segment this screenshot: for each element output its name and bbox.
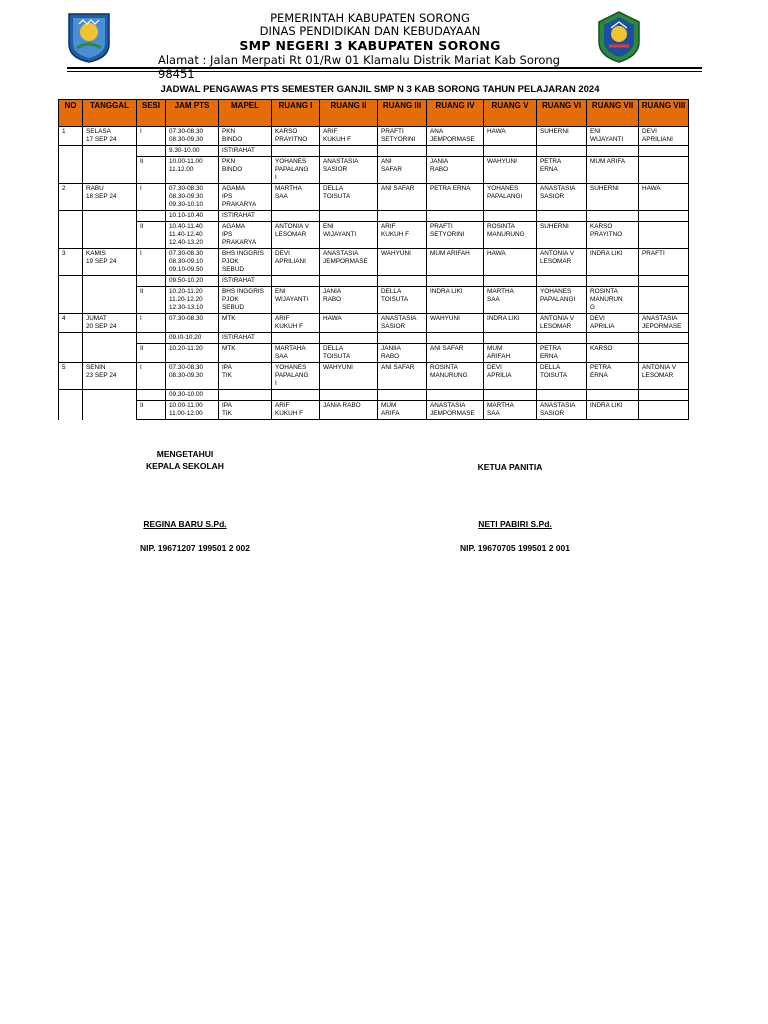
cell-ruang-7 — [587, 390, 639, 401]
cell-ruang-6: ANASTASIA SASIOR — [537, 401, 587, 420]
cell-jam: 09.30-10.00 — [166, 390, 219, 401]
cell-mapel: AGAMA IPS PRAKARYA — [219, 222, 272, 249]
cell-jam: 09.I0-10.20 — [166, 333, 219, 344]
cell-ruang-6 — [537, 211, 587, 222]
cell-ruang-2: HAWA — [320, 314, 378, 333]
cell-ruang-7 — [587, 276, 639, 287]
cell-ruang-8 — [639, 333, 689, 344]
cell-ruang-2 — [320, 146, 378, 157]
cell-ruang-4: JANIA RABO — [427, 157, 484, 184]
cell-sesi: I — [137, 363, 166, 390]
committee-chair-title: KETUA PANITIA — [477, 462, 543, 472]
cell-ruang-7 — [587, 211, 639, 222]
cell-ruang-5: MUM ARIFAH — [484, 344, 537, 363]
cell-ruang-5: ROSINTA MANURUNG — [484, 222, 537, 249]
cell-tanggal — [83, 211, 137, 222]
cell-mapel: IPA TIK — [219, 401, 272, 420]
cell-ruang-4: ANA JEMPORMASE — [427, 127, 484, 146]
cell-ruang-6: PETRA ERNA — [537, 344, 587, 363]
cell-jam: 10.00-11.00 11.12.00 — [166, 157, 219, 184]
cell-ruang-3 — [378, 146, 427, 157]
cell-jam: 09.50-10.20 — [166, 276, 219, 287]
department-name: DINAS PENDIDIKAN DAN KEBUDAYAAN — [259, 24, 481, 38]
cell-ruang-4 — [427, 333, 484, 344]
cell-ruang-2 — [320, 390, 378, 401]
cell-ruang-7 — [587, 146, 639, 157]
cell-mapel — [219, 390, 272, 401]
cell-mapel: IPA TIK — [219, 363, 272, 390]
cell-jam: 07.30-08.30 08.30-09.30 09.30-10.10 — [166, 184, 219, 211]
cell-mapel: BHS INGGRIS PJOK SEBUD — [219, 249, 272, 276]
cell-tanggal: SENIN 23 SEP 24 — [83, 363, 137, 390]
principal-title: KEPALA SEKOLAH — [146, 461, 224, 471]
cell-ruang-1: ARIF KUKUH F — [272, 401, 320, 420]
table-row — [59, 401, 689, 420]
kabupaten-sorong-emblem-icon — [65, 10, 113, 64]
col-header-jam-pts: JAM PTS — [166, 100, 219, 127]
cell-ruang-3: DELLA TOISUTA — [378, 287, 427, 314]
cell-tanggal — [83, 287, 137, 314]
cell-ruang-8: ANTONIA V LESOMAR — [639, 363, 689, 390]
cell-sesi: II — [137, 157, 166, 184]
cell-ruang-5: MARTHA SAA — [484, 287, 537, 314]
cell-ruang-1 — [272, 390, 320, 401]
cell-tanggal — [83, 157, 137, 184]
cell-ruang-3: ANI SAFAR — [378, 363, 427, 390]
cell-sesi — [137, 276, 166, 287]
cell-mapel: PKN BINDO — [219, 127, 272, 146]
table-row — [59, 344, 689, 363]
schedule-body — [59, 127, 689, 420]
cell-ruang-7: INDRA LIKI — [587, 249, 639, 276]
cell-tanggal: KAMIS 19 SEP 24 — [83, 249, 137, 276]
cell-ruang-3 — [378, 390, 427, 401]
cell-ruang-6: ANTONIA V LESOMAR — [537, 314, 587, 333]
cell-ruang-1 — [272, 333, 320, 344]
cell-ruang-8 — [639, 344, 689, 363]
committee-chair-name: NETI PABIRI S.Pd. — [478, 519, 552, 529]
cell-no — [59, 222, 83, 249]
cell-ruang-3 — [378, 211, 427, 222]
table-row — [59, 363, 689, 390]
cell-ruang-3: ANI SAFAR — [378, 184, 427, 211]
cell-ruang-2: JANIA RABO — [320, 401, 378, 420]
cell-ruang-5: WAHYUNI — [484, 157, 537, 184]
cell-no: 2 — [59, 184, 83, 211]
cell-mapel: BHS INGGRIS PJOK SEBUD — [219, 287, 272, 314]
principal-nip: NIP. 19671207 199501 2 002 — [140, 543, 250, 553]
cell-ruang-1: ARIF KUKUH F — [272, 314, 320, 333]
cell-ruang-2: DELLA TOISUTA — [320, 184, 378, 211]
table-row — [59, 314, 689, 333]
cell-ruang-8: DEVI APRILIANI — [639, 127, 689, 146]
cell-ruang-8: ANASTASIA JEPORMASE — [639, 314, 689, 333]
cell-ruang-3: PRAFTI SETYORINI — [378, 127, 427, 146]
cell-no: 5 — [59, 363, 83, 390]
cell-jam: 07.30-08.30 08.30-09.30 — [166, 363, 219, 390]
cell-no — [59, 146, 83, 157]
cell-ruang-4: INDRA LIKI — [427, 287, 484, 314]
cell-ruang-8 — [639, 211, 689, 222]
table-row — [59, 222, 689, 249]
cell-ruang-5: HAWA — [484, 249, 537, 276]
cell-no — [59, 211, 83, 222]
cell-tanggal: RABU 18 SEP 24 — [83, 184, 137, 211]
cell-ruang-1 — [272, 276, 320, 287]
cell-ruang-3 — [378, 333, 427, 344]
cell-ruang-2 — [320, 211, 378, 222]
cell-sesi: II — [137, 222, 166, 249]
cell-ruang-8 — [639, 287, 689, 314]
cell-ruang-7: ENI WIJAYANTI — [587, 127, 639, 146]
cell-ruang-4: ANASTASIA JEMPORMASE — [427, 401, 484, 420]
cell-ruang-7: KARSO — [587, 344, 639, 363]
table-header-row — [59, 100, 689, 127]
cell-ruang-1: ENI WIJAYANTI — [272, 287, 320, 314]
cell-jam: 10.00-11.00 11.00-12.00 — [166, 401, 219, 420]
cell-mapel: ISTIRAHAT — [219, 146, 272, 157]
cell-sesi: I — [137, 184, 166, 211]
col-header-ruang-6: RUANG VI — [537, 100, 587, 127]
col-header-mapel: MAPEL — [219, 100, 272, 127]
cell-ruang-2: DELLA TOISUTA — [320, 344, 378, 363]
cell-ruang-4: PRAFTI SETYORINI — [427, 222, 484, 249]
cell-ruang-5 — [484, 333, 537, 344]
cell-mapel: ISTIRAHAT — [219, 333, 272, 344]
cell-ruang-7: KARSO PRAYITNO — [587, 222, 639, 249]
school-address: Alamat : Jalan Merpati Rt 01/Rw 01 Klamalu Distrik Mariat Kab Sorong 98451 — [158, 53, 560, 81]
table-row — [59, 287, 689, 314]
cell-tanggal — [83, 390, 137, 401]
cell-ruang-3: MUM ARIFA — [378, 401, 427, 420]
cell-no — [59, 333, 83, 344]
cell-ruang-6 — [537, 333, 587, 344]
cell-ruang-2 — [320, 333, 378, 344]
signature-left-heading — [120, 449, 250, 471]
cell-ruang-5: INDRA LIKI — [484, 314, 537, 333]
cell-ruang-1 — [272, 146, 320, 157]
cell-ruang-4 — [427, 276, 484, 287]
table-row — [59, 211, 689, 222]
cell-ruang-6 — [537, 390, 587, 401]
cell-tanggal — [83, 222, 137, 249]
cell-ruang-6: SUHERNI — [537, 222, 587, 249]
cell-ruang-5 — [484, 211, 537, 222]
col-header-ruang-3: RUANG III — [378, 100, 427, 127]
cell-ruang-6: ANTONIA V LESOMAR — [537, 249, 587, 276]
cell-tanggal: SELASA 17 SEP 24 — [83, 127, 137, 146]
cell-ruang-4 — [427, 146, 484, 157]
cell-no — [59, 276, 83, 287]
col-header-no: NO — [59, 100, 83, 127]
cell-mapel: PKN BINDO — [219, 157, 272, 184]
cell-ruang-8: HAWA — [639, 184, 689, 211]
cell-ruang-2: WAHYUNI — [320, 363, 378, 390]
cell-ruang-3: WAHYUNI — [378, 249, 427, 276]
cell-sesi: II — [137, 344, 166, 363]
table-row — [59, 249, 689, 276]
cell-ruang-6: SUHERNI — [537, 127, 587, 146]
cell-ruang-8 — [639, 390, 689, 401]
cell-no: 4 — [59, 314, 83, 333]
col-header-ruang-5: RUANG V — [484, 100, 537, 127]
cell-ruang-2: JANIA RABO — [320, 287, 378, 314]
col-header-ruang-7: RUANG VII — [587, 100, 639, 127]
cell-ruang-6: ANASTASIA SASIOR — [537, 184, 587, 211]
cell-ruang-6: DELLA TOISUTA — [537, 363, 587, 390]
cell-sesi — [137, 211, 166, 222]
cell-ruang-8: PRAFTI — [639, 249, 689, 276]
cell-ruang-3: ANI SAFAR — [378, 157, 427, 184]
cell-ruang-6 — [537, 146, 587, 157]
cell-ruang-1: DEVI APRILIANI — [272, 249, 320, 276]
cell-ruang-4 — [427, 390, 484, 401]
cell-sesi — [137, 390, 166, 401]
cell-ruang-7: MUM ARIFA — [587, 157, 639, 184]
cell-no — [59, 390, 83, 401]
col-header-ruang-8: RUANG VIII — [639, 100, 689, 127]
table-row — [59, 127, 689, 146]
cell-ruang-3: ANASTASIA SASIOR — [378, 314, 427, 333]
table-row — [59, 157, 689, 184]
col-header-tanggal: TANGGAL — [83, 100, 137, 127]
letterhead-divider-thin — [67, 71, 702, 72]
cell-ruang-4: ROSINTA MANURUNG — [427, 363, 484, 390]
cell-ruang-7: ROSINTA MANURUN G — [587, 287, 639, 314]
cell-jam: 10.10-10.40 — [166, 211, 219, 222]
cell-ruang-8 — [639, 146, 689, 157]
cell-tanggal — [83, 401, 137, 420]
col-header-ruang-1: RUANG I — [272, 100, 320, 127]
col-header-sesi: SESI — [137, 100, 166, 127]
cell-mapel: AGAMA IPS PRAKARYA — [219, 184, 272, 211]
cell-jam: 10.40-11.40 11.40-12.40 12.40-13.20 — [166, 222, 219, 249]
col-header-ruang-2: RUANG II — [320, 100, 378, 127]
committee-chair-nip: NIP. 19670705 199501 2 001 — [460, 543, 570, 553]
cell-ruang-2: ANASTASIA JEMPORMASE — [320, 249, 378, 276]
cell-ruang-8 — [639, 401, 689, 420]
dinas-pendidikan-emblem-icon — [595, 10, 643, 64]
cell-ruang-7: DEVI APRILIA — [587, 314, 639, 333]
cell-ruang-4 — [427, 211, 484, 222]
cell-sesi: I — [137, 249, 166, 276]
cell-ruang-2 — [320, 276, 378, 287]
table-row — [59, 333, 689, 344]
cell-ruang-8 — [639, 222, 689, 249]
cell-no — [59, 157, 83, 184]
principal-name: REGINA BARU S.Pd. — [143, 519, 227, 529]
cell-ruang-5: YOHANES PAPALANGI — [484, 184, 537, 211]
cell-ruang-4: MUM ARIFAH — [427, 249, 484, 276]
document-title: JADWAL PENGAWAS PTS SEMESTER GANJIL SMP N 3 KAB SORONG TAHUN PELAJARAN 2024 — [160, 84, 600, 95]
government-name: PEMERINTAH KABUPATEN SORONG — [270, 11, 470, 25]
cell-ruang-7: PETRA ERNA — [587, 363, 639, 390]
cell-ruang-7 — [587, 333, 639, 344]
cell-ruang-8 — [639, 157, 689, 184]
cell-ruang-6: PETRA ERNA — [537, 157, 587, 184]
cell-ruang-5 — [484, 146, 537, 157]
cell-tanggal — [83, 333, 137, 344]
cell-mapel: ISTIRAHAT — [219, 276, 272, 287]
letterhead-divider-thick — [67, 67, 702, 69]
cell-jam: 10.20-11.20 11.20-12.20 12.30-13.10 — [166, 287, 219, 314]
table-row — [59, 146, 689, 157]
acknowledged-label: MENGETAHUI — [156, 449, 214, 459]
cell-jam: 07.30-08.30 08.30-09.30 — [166, 127, 219, 146]
cell-ruang-8 — [639, 276, 689, 287]
cell-mapel: MTK — [219, 344, 272, 363]
cell-mapel: MTK — [219, 314, 272, 333]
cell-ruang-7: INDRA LIKI — [587, 401, 639, 420]
cell-sesi: I — [137, 314, 166, 333]
cell-jam: 07.30-08.30 08.30-09.10 09.10-09.50 — [166, 249, 219, 276]
cell-ruang-5: MARTHA SAA — [484, 401, 537, 420]
school-name: SMP NEGERI 3 KABUPATEN SORONG — [239, 38, 501, 53]
cell-ruang-1: MARTAHA SAA — [272, 344, 320, 363]
cell-sesi: I — [137, 127, 166, 146]
cell-jam: 07.30-08.30 — [166, 314, 219, 333]
cell-no — [59, 344, 83, 363]
cell-ruang-2: ENI WIJAYANTI — [320, 222, 378, 249]
cell-sesi — [137, 146, 166, 157]
cell-ruang-1: MARTHA SAA — [272, 184, 320, 211]
cell-ruang-1: ANTONIA V LESOMAR — [272, 222, 320, 249]
cell-ruang-6 — [537, 276, 587, 287]
cell-ruang-1: YOHANES PAPALANG I — [272, 157, 320, 184]
table-row — [59, 390, 689, 401]
cell-ruang-1: KARSO PRAYITNO — [272, 127, 320, 146]
cell-sesi — [137, 333, 166, 344]
cell-no — [59, 287, 83, 314]
cell-tanggal — [83, 344, 137, 363]
cell-ruang-6: YOHANES PAPALANGI — [537, 287, 587, 314]
cell-ruang-1: YOHANES PAPALANG I — [272, 363, 320, 390]
cell-ruang-7: SUHERNI — [587, 184, 639, 211]
cell-mapel: ISTIRAHAT — [219, 211, 272, 222]
supervisor-schedule-table — [58, 99, 689, 420]
cell-ruang-4: PETRA ERNA — [427, 184, 484, 211]
cell-no: 1 — [59, 127, 83, 146]
cell-ruang-5 — [484, 276, 537, 287]
cell-no — [59, 401, 83, 420]
cell-tanggal: JUMAT 20 SEP 24 — [83, 314, 137, 333]
cell-tanggal — [83, 276, 137, 287]
col-header-ruang-4: RUANG IV — [427, 100, 484, 127]
cell-no: 3 — [59, 249, 83, 276]
cell-jam: 9.30-10.00 — [166, 146, 219, 157]
cell-ruang-4: WAHYUNI — [427, 314, 484, 333]
cell-jam: 10.20-11.20 — [166, 344, 219, 363]
cell-ruang-2: ANASTASIA SASIOR — [320, 157, 378, 184]
cell-ruang-1 — [272, 211, 320, 222]
cell-ruang-2: ARIF KUKUH F — [320, 127, 378, 146]
cell-tanggal — [83, 146, 137, 157]
table-row — [59, 184, 689, 211]
cell-ruang-3 — [378, 276, 427, 287]
cell-ruang-5: DEVI APRILIA — [484, 363, 537, 390]
cell-sesi: II — [137, 401, 166, 420]
cell-ruang-3: JANIIA RABO — [378, 344, 427, 363]
cell-ruang-4: ANI SAFAR — [427, 344, 484, 363]
cell-ruang-5 — [484, 390, 537, 401]
table-row — [59, 276, 689, 287]
cell-ruang-5: HAWA — [484, 127, 537, 146]
cell-sesi: II — [137, 287, 166, 314]
cell-ruang-3: ARIF KUKUH F — [378, 222, 427, 249]
